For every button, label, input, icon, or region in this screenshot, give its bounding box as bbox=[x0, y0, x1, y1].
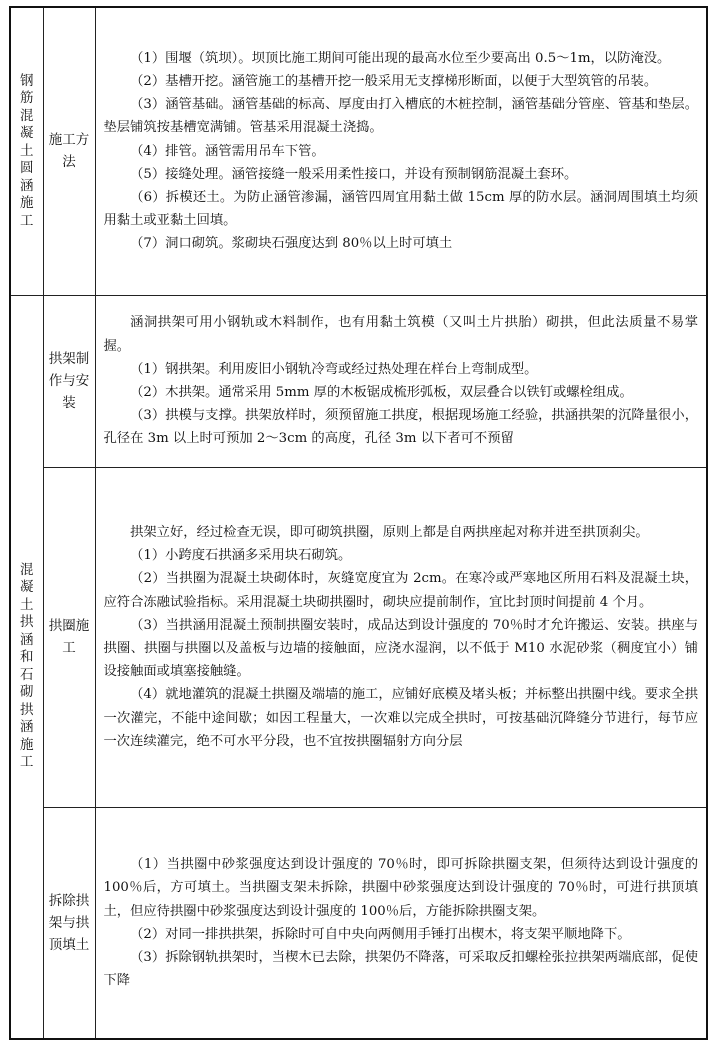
paragraph: （4）就地灌筑的混凝土拱圈及端墙的施工，应铺好底模及堵头板；并标整出拱圈中线。要求全拱一次灌完，不能中途间歇；如因工程量大，一次难以完成全拱时，可按基础沉降缝分节进行，每节应一次连续灌完，绝不可水平分段，也不宜按拱圈辐射方向分层 bbox=[103, 687, 698, 749]
dismantle-label-cell: 拆除拱架与拱顶填土 bbox=[43, 807, 95, 1039]
category-cell: 钢筋混凝土圆涵施工 bbox=[10, 7, 43, 295]
paragraph: （1）围堰（筑坝）。坝顶比施工期间可能出现的最高水位至少要高出 0.5～1m，以防淹没。 bbox=[130, 50, 671, 66]
content-cell bbox=[95, 807, 707, 1039]
paragraph: （3）当拱涵用混凝土预制拱圈安装时，成品达到设计强度的 70％时才允许搬运、安装。拱座与拱圈、拱圈与拱圈以及盖板与边墙的接触面，应浇水湿润，以不低于 M10 水泥砂浆（稠度宜小）铺设接触面或填塞接触缝。 bbox=[103, 617, 698, 680]
table-row bbox=[10, 7, 707, 295]
table-row bbox=[10, 295, 707, 467]
paragraph: （1）钢拱架。利用废旧小钢轨冷弯或经过热处理在样台上弯制成型。 bbox=[130, 361, 538, 377]
paragraph: 涵洞拱架可用小钢轨或木料制作，也有用黏土筑模（又叫土片拱胎）砌拱，但此法质量不易掌握。 bbox=[103, 315, 698, 354]
paragraph: （6）拆模还土。为防止涵管渗漏，涵管四周宜用黏土做 15cm 厚的防水层。涵洞周围填土均须用黏土或亚黏土回填。 bbox=[103, 190, 698, 229]
construction-spec-table bbox=[9, 6, 708, 1040]
paragraph: （5）接缝处理。涵管接缝一般采用柔性接口，并设有预制钢筋混凝土套环。 bbox=[130, 166, 578, 182]
category-cell: 混凝土拱涵和石砌拱涵施工 bbox=[10, 295, 43, 1039]
content-cell bbox=[95, 467, 707, 807]
paragraph: （2）当拱圈为混凝土块砌体时，灰缝宽度宜为 2cm。在寒冷或严寒地区所用石料及混凝土块，应符合冻融试验指标。采用混凝土块砌拱圈时，砌块应提前制作，宜比封顶时间提前 4 个月。 bbox=[103, 571, 698, 610]
paragraph: （3）拱模与支撑。拱架放样时，须预留施工拱度，根据现场施工经验，拱涵拱架的沉降量很小，孔径在 3m 以上时可预加 2～3cm 的高度，孔径 3m 以下者可不预留 bbox=[103, 408, 698, 447]
arch-ring-label-cell: 拱圈施工 bbox=[43, 467, 95, 807]
paragraph: （3）涵管基础。涵管基础的标高、厚度由打入槽底的木桩控制，涵管基础分管座、管基和垫层。垫层铺筑按基槽宽满铺。管基采用混凝土浇捣。 bbox=[103, 97, 698, 136]
content-cell bbox=[95, 7, 707, 295]
paragraph: （1）小跨度石拱涵多采用块石砌筑。 bbox=[130, 548, 352, 564]
table-row bbox=[10, 467, 707, 807]
arch-frame-label-cell: 拱架制作与安装 bbox=[43, 295, 95, 467]
paragraph: （7）洞口砌筑。浆砌块石强度达到 80％以上时可填土 bbox=[130, 236, 453, 252]
method-label-cell: 施工方法 bbox=[43, 7, 95, 295]
paragraph: （2）木拱架。通常采用 5mm 厚的木板锯成梳形弧板，双层叠合以铁钉或螺栓组成。 bbox=[130, 385, 633, 400]
paragraph: （1）当拱圈中砂浆强度达到设计强度的 70％时，即可拆除拱圈支架，但须待达到设计强度的 100％后，方可填土。当拱圈支架未拆除，拱圈中砂浆强度达到设计强度的 70％时，可进行拱顶填土，但应待拱圈中砂浆强度达到设计强度的 100％后，方能拆除拱圈支架。 bbox=[103, 857, 698, 919]
paragraph: （3）拆除钢轨拱架时，当楔木已去除，拱架仍不降落，可采取反扣螺栓张拉拱架两端底部，促使下降 bbox=[103, 949, 698, 989]
table-row bbox=[10, 807, 707, 1039]
paragraph: （2）基槽开挖。涵管施工的基槽开挖一般采用无支撑梯形断面，以便于大型筑管的吊装。 bbox=[130, 74, 658, 90]
content-cell bbox=[95, 295, 707, 467]
paragraph: （2）对同一排拱拱架，拆除时可自中央向两侧用手锤打出楔木，将支架平顺地降下。 bbox=[130, 926, 631, 942]
paragraph: 拱架立好，经过检查无误，即可砌筑拱圈，原则上都是自两拱座起对称并进至拱顶刹尖。 bbox=[130, 524, 649, 540]
paragraph: （4）排管。涵管需用吊车下管。 bbox=[130, 143, 325, 159]
